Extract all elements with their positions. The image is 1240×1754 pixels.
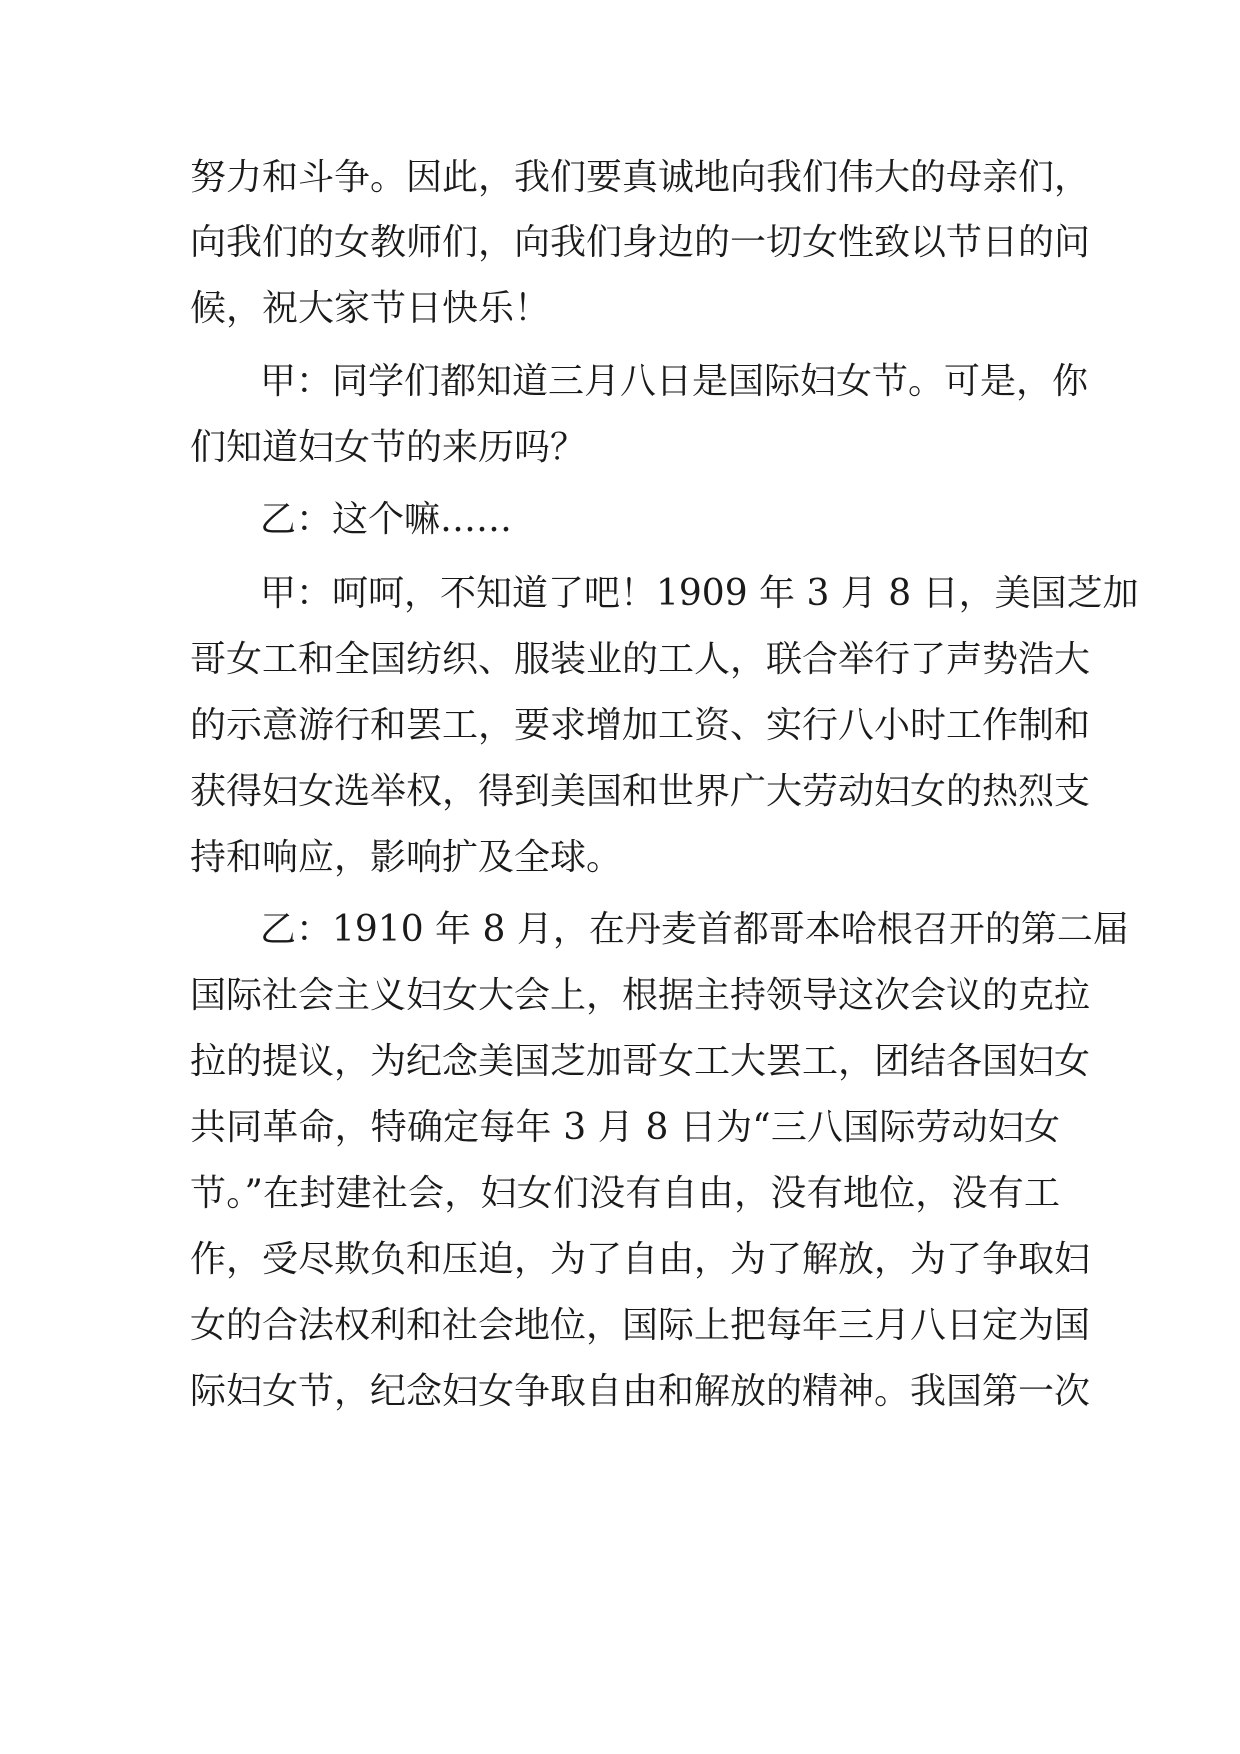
text-line: 国际社会主义妇女大会上，根据主持领导这次会议的克拉: [190, 975, 1091, 1016]
text-line: 们知道妇女节的来历吗？: [190, 427, 587, 468]
text-line: 乙：这个嘛……: [260, 499, 513, 540]
text-line: 持和响应，影响扩及全球。: [190, 837, 623, 878]
text-line: 女的合法权利和社会地位，国际上把每年三月八日定为国: [190, 1305, 1091, 1346]
text-line: 候，祝大家节日快乐！: [190, 288, 551, 329]
text-line: 际妇女节，纪念妇女争取自由和解放的精神。我国第一次: [190, 1371, 1091, 1412]
text-line: 哥女工和全国纺织、服装业的工人，联合举行了声势浩大: [190, 639, 1091, 680]
text-line: 甲：呵呵，不知道了吧！1909 年 3 月 8 日，美国芝加: [260, 573, 1139, 614]
text-line: 乙：1910 年 8 月，在丹麦首都哥本哈根召开的第二届: [260, 909, 1129, 950]
text-line: 甲：同学们都知道三月八日是国际妇女节。可是，你: [260, 361, 1089, 402]
text-line: 共同革命，特确定每年 3 月 8 日为“三八国际劳动妇女: [190, 1107, 1060, 1148]
text-line: 努力和斗争。因此，我们要真诚地向我们伟大的母亲们，: [190, 157, 1091, 198]
text-line: 的示意游行和罢工，要求增加工资、实行八小时工作制和: [190, 705, 1091, 746]
text-line: 节。”在封建社会，妇女们没有自由，没有地位，没有工: [190, 1173, 1060, 1214]
text-line: 向我们的女教师们，向我们身边的一切女性致以节日的问: [190, 222, 1091, 263]
text-line: 获得妇女选举权，得到美国和世界广大劳动妇女的热烈支: [190, 771, 1091, 812]
text-line: 拉的提议，为纪念美国芝加哥女工大罢工，团结各国妇女: [190, 1041, 1091, 1082]
text-line: 作，受尽欺负和压迫，为了自由，为了解放，为了争取妇: [190, 1239, 1091, 1280]
